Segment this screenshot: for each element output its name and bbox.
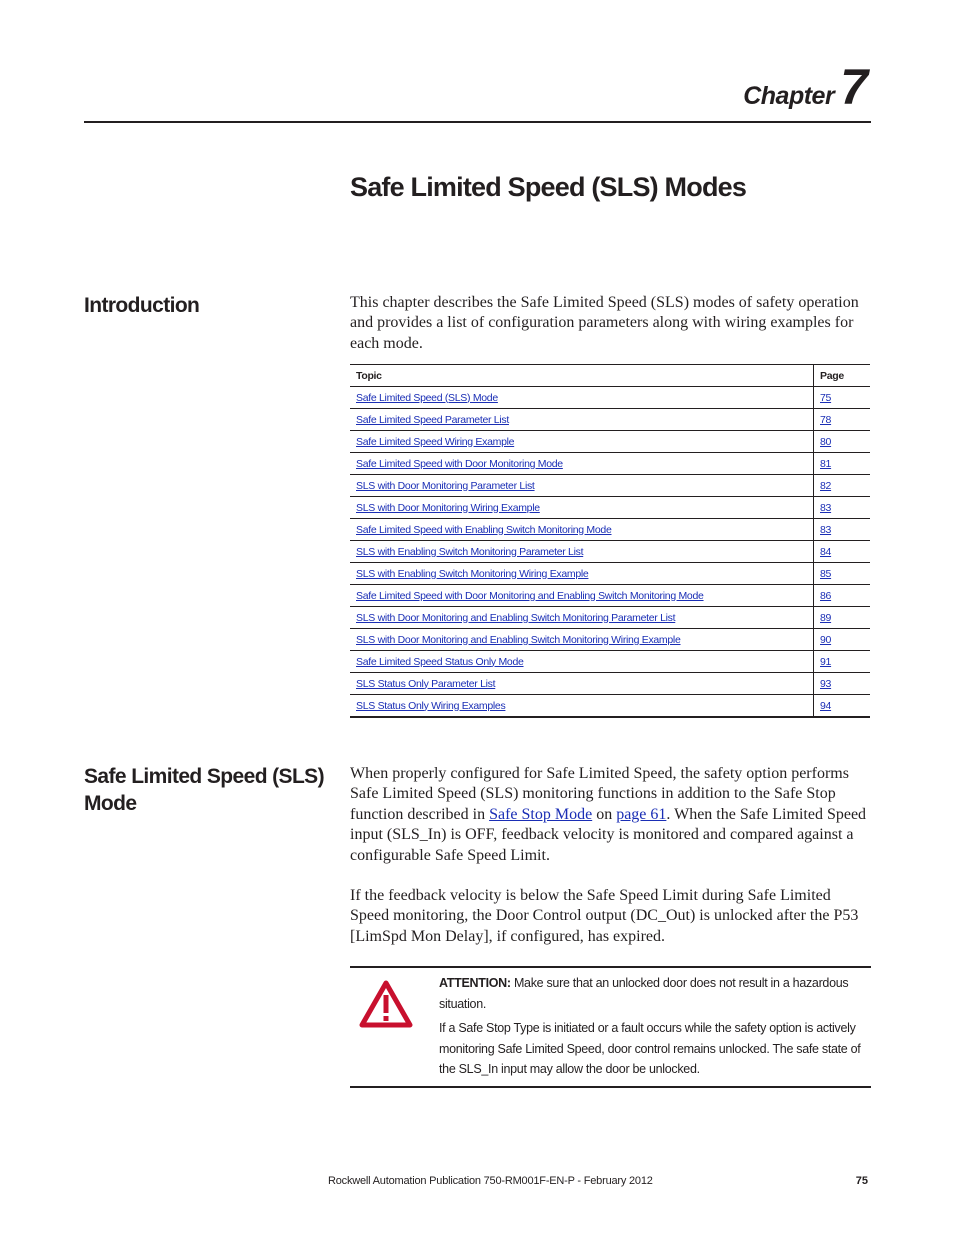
sls-text-3: . When the Safe Limited Speed input (SLS_In) is OFF, feedback velocity is monitored and compared against a configurable Safe Speed Limit.: [350, 805, 867, 864]
page-title: Safe Limited Speed (SLS) Modes: [350, 172, 747, 202]
topic-link[interactable]: SLS Status Only Parameter List: [356, 677, 496, 690]
table-row: [350, 541, 870, 563]
page-link[interactable]: 86: [820, 589, 832, 602]
table-row: [350, 563, 870, 585]
table-row: [350, 409, 870, 431]
page-link[interactable]: 85: [820, 567, 832, 580]
page-cell: [814, 673, 871, 695]
page-link[interactable]: 94: [820, 699, 832, 712]
sls-mode-paragraph-1: [350, 764, 870, 866]
table-row: [350, 629, 870, 651]
page-link[interactable]: 80: [820, 435, 832, 448]
page-cell: [814, 585, 871, 607]
page-column-header: Page: [814, 365, 871, 387]
topic-link[interactable]: Safe Limited Speed Parameter List: [356, 413, 509, 426]
topic-link[interactable]: Safe Limited Speed Wiring Example: [356, 435, 515, 448]
page-cell: [814, 453, 871, 475]
introduction-heading: Introduction: [84, 294, 200, 317]
page-link[interactable]: 83: [820, 501, 832, 514]
page-link[interactable]: 81: [820, 457, 832, 470]
topic-cell: [350, 585, 814, 607]
page-cell: [814, 387, 871, 409]
attention-text: [439, 973, 864, 1084]
topic-link[interactable]: SLS with Enabling Switch Monitoring Wiring Example: [356, 567, 589, 580]
table-row: [350, 519, 870, 541]
page-link[interactable]: 83: [820, 523, 832, 536]
topics-table: [350, 364, 870, 718]
chapter-header: [743, 59, 868, 115]
table-row: [350, 387, 870, 409]
page-cell: [814, 409, 871, 431]
page-cell: [814, 475, 871, 497]
attention-message: Make sure that an unlocked door does not result in a hazardous situation.: [439, 976, 849, 1011]
topic-cell: [350, 409, 814, 431]
chapter-number: 7: [840, 59, 868, 115]
topic-cell: [350, 453, 814, 475]
table-row: [350, 585, 870, 607]
table-row: [350, 695, 870, 718]
topic-cell: [350, 431, 814, 453]
topic-cell: [350, 629, 814, 651]
page-cell: [814, 651, 871, 673]
page-link[interactable]: 82: [820, 479, 832, 492]
chapter-divider: [84, 121, 871, 123]
topic-link[interactable]: SLS with Door Monitoring Wiring Example: [356, 501, 540, 514]
warning-triangle-icon: [359, 980, 413, 1028]
sls-mode-heading: Safe Limited Speed (SLS) Mode: [84, 765, 324, 815]
page-link[interactable]: 90: [820, 633, 832, 646]
publication-info: Rockwell Automation Publication 750-RM001F-EN-P - February 2012: [328, 1175, 653, 1187]
sls-text-2: on: [592, 805, 617, 823]
topic-cell: [350, 563, 814, 585]
table-row: [350, 497, 870, 519]
table-header-row: [350, 365, 870, 387]
topic-link[interactable]: SLS with Enabling Switch Monitoring Parameter List: [356, 545, 584, 558]
page-cell: [814, 563, 871, 585]
table-row: [350, 651, 870, 673]
topic-cell: [350, 673, 814, 695]
topic-link[interactable]: SLS with Door Monitoring Parameter List: [356, 479, 535, 492]
sls-mode-paragraph-2: If the feedback velocity is below the Safe Speed Limit during Safe Limited Speed monitoring, the Door Control output (DC_Out) is unlocked after the P53 [LimSpd Mon Delay], if configured, has expired.: [350, 887, 859, 945]
page-link[interactable]: 84: [820, 545, 832, 558]
page-cell: [814, 695, 871, 718]
page-link[interactable]: 93: [820, 677, 832, 690]
attention-line-1: [439, 973, 864, 1014]
topic-link[interactable]: Safe Limited Speed Status Only Mode: [356, 655, 524, 668]
topic-cell: [350, 387, 814, 409]
table-row: [350, 453, 870, 475]
topic-link[interactable]: SLS Status Only Wiring Examples: [356, 699, 506, 712]
topic-cell: [350, 695, 814, 718]
table-row: [350, 673, 870, 695]
topic-link[interactable]: SLS with Door Monitoring and Enabling Switch Monitoring Wiring Example: [356, 633, 681, 646]
attention-box: [350, 966, 871, 1088]
topic-cell: [350, 475, 814, 497]
page-link[interactable]: 75: [820, 391, 832, 404]
page-link[interactable]: 78: [820, 413, 832, 426]
topic-cell: [350, 541, 814, 563]
attention-line-2: If a Safe Stop Type is initiated or a fault occurs while the safety option is actively monitoring Safe Limited Speed, door control remains unlocked. The safe state of the SLS_In input may allow the door be unlocked.: [439, 1021, 861, 1076]
page-cell: [814, 519, 871, 541]
page-link[interactable]: 91: [820, 655, 832, 668]
table-row: [350, 607, 870, 629]
topic-link[interactable]: SLS with Door Monitoring and Enabling Switch Monitoring Parameter List: [356, 611, 676, 624]
page-cell: [814, 629, 871, 651]
attention-label: ATTENTION:: [439, 976, 511, 990]
page-number: 75: [855, 1175, 868, 1187]
topic-cell: [350, 497, 814, 519]
table-row: [350, 475, 870, 497]
topic-cell: [350, 651, 814, 673]
page-link[interactable]: 89: [820, 611, 832, 624]
topic-link[interactable]: Safe Limited Speed (SLS) Mode: [356, 391, 498, 404]
topic-link[interactable]: Safe Limited Speed with Door Monitoring Mode: [356, 457, 563, 470]
topic-column-header: Topic: [350, 365, 814, 387]
introduction-body: This chapter describes the Safe Limited Speed (SLS) modes of safety operation and provides a list of configuration parameters along with wiring examples for each mode.: [350, 294, 859, 352]
page-cell: [814, 497, 871, 519]
topic-link[interactable]: Safe Limited Speed with Door Monitoring and Enabling Switch Monitoring Mode: [356, 589, 704, 602]
page-cell: [814, 607, 871, 629]
topic-link[interactable]: Safe Limited Speed with Enabling Switch Monitoring Mode: [356, 523, 612, 536]
table-row: [350, 431, 870, 453]
topic-cell: [350, 519, 814, 541]
page-cell: [814, 541, 871, 563]
safe-stop-mode-link[interactable]: Safe Stop Mode: [489, 805, 593, 823]
chapter-label: Chapter: [743, 82, 835, 110]
sls-text-1: When properly configured for Safe Limited Speed, the safety option performs Safe Limited Speed (SLS) monitoring functions in addition to the Safe Stop function described in: [350, 765, 849, 823]
page-61-link[interactable]: page 61: [616, 805, 667, 823]
topic-cell: [350, 607, 814, 629]
page-cell: [814, 431, 871, 453]
